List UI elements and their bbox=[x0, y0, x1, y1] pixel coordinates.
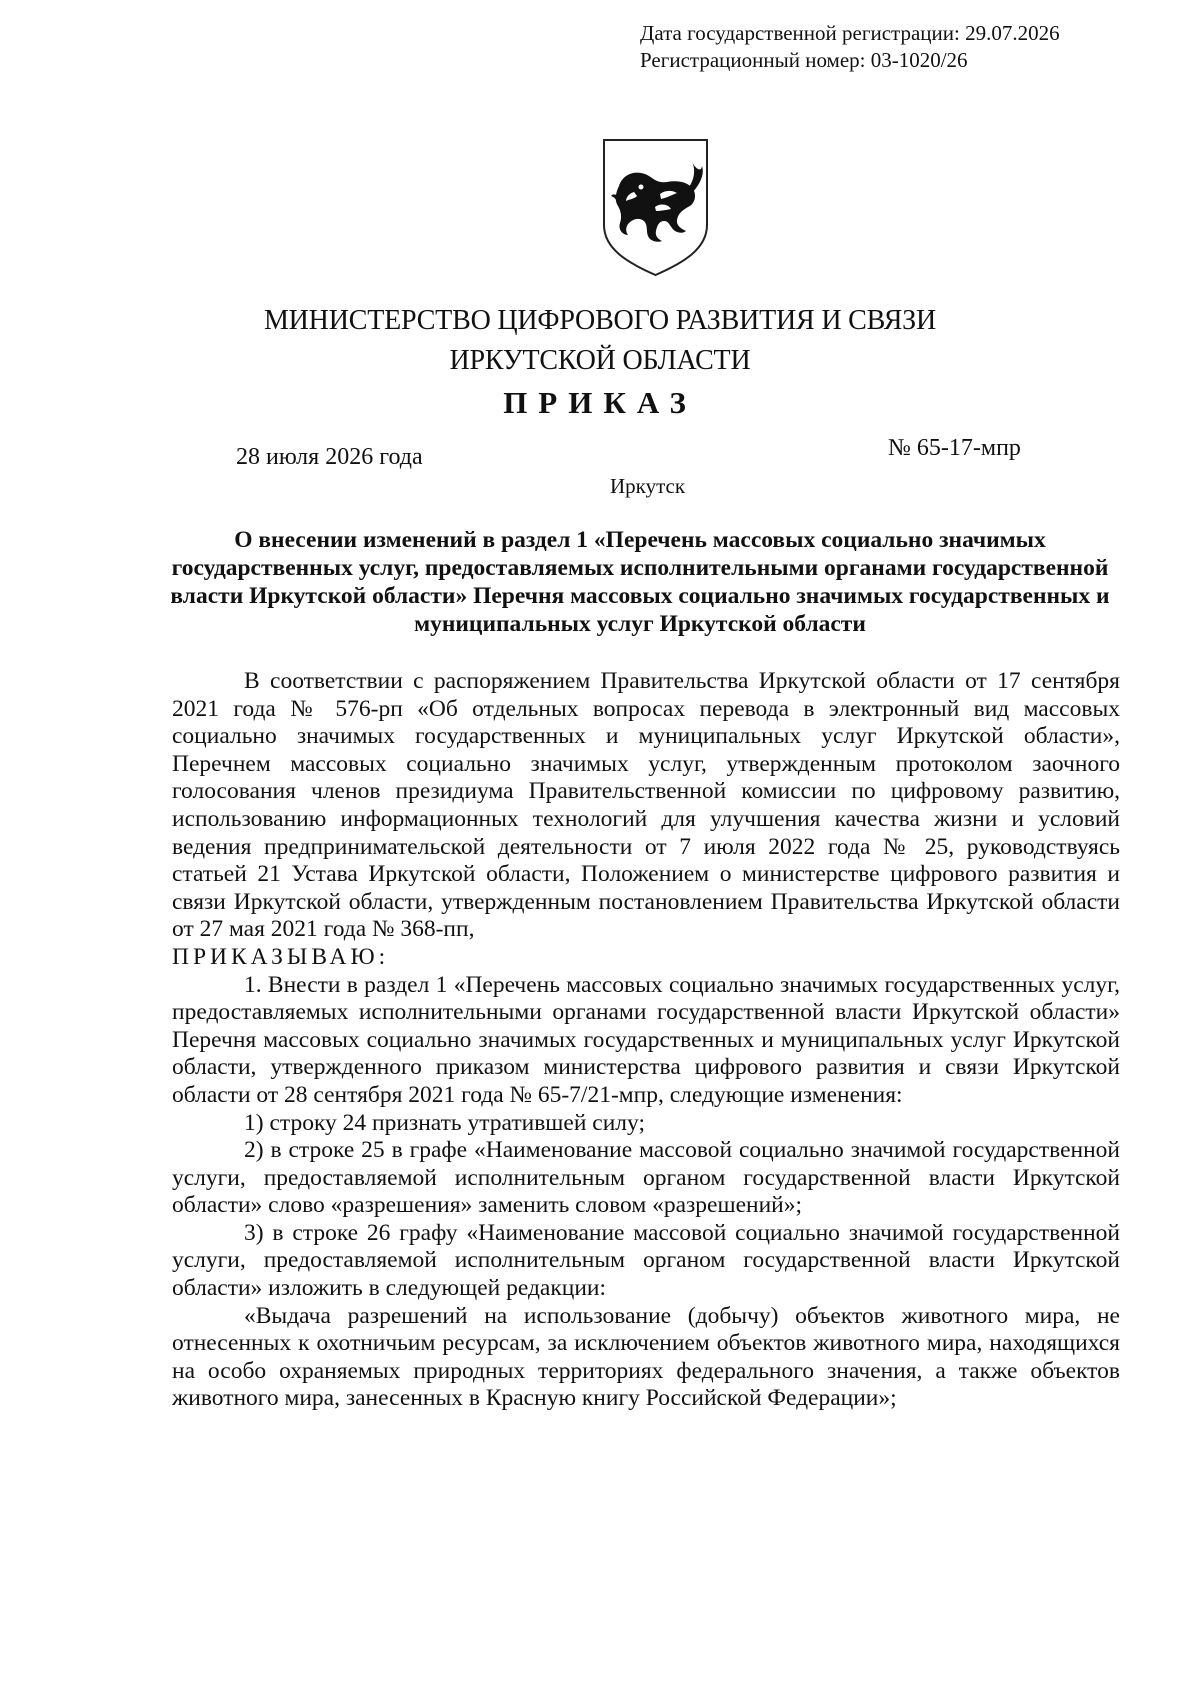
quoted-new-wording: «Выдача разрешений на использование (добычу) объектов животного мира, не отнесенных к охотничьим ресурсам, за исключением объектов животного мира, находящихся на особо охраняемых природных территориях федерального значения, а также объектов животного мира, занесенных в Красную книгу Российской Федерации»; bbox=[172, 1302, 1120, 1412]
item-1-intro: 1. Внести в раздел 1 «Перечень массовых социально значимых государственных услуг, предоставляемых исполнительными органами государственной власти Иркутской области» Перечня массовых социально значимых государственных и муниципальных услуг Иркутской области, утвержденного приказом министерства цифрового развития и связи Иркутской области от 28 сентября 2021 года № 65-7/21-мпр, следующие изменения: bbox=[172, 971, 1120, 1108]
irkutsk-coat-of-arms-icon bbox=[600, 137, 711, 277]
subitem-1: 1) строку 24 признать утратившей силу; bbox=[244, 1109, 645, 1136]
document-body bbox=[172, 668, 1120, 1413]
coat-of-arms-graphic bbox=[600, 137, 711, 277]
authority-line-2: ИРКУТСКОЙ ОБЛАСТИ bbox=[449, 345, 751, 376]
authority-name bbox=[0, 301, 1200, 381]
document-title: О внесении изменений в раздел 1 «Перечень массовых социально значимых государственных услуг, предоставляемых исполнительными органами государственной власти Иркутской области» Перечня массовых социально значимых государственных и муниципальных услуг Иркутской области bbox=[170, 527, 1110, 637]
subitem-3: 3) в строке 26 графу «Наименование массовой социально значимой государственной услуги, предоставляемой исполнительным органом государственной власти Иркутской области» изложить в следующей редакции: bbox=[172, 1219, 1120, 1302]
registration-number: Регистрационный номер: 03-1020/26 bbox=[640, 48, 968, 72]
document-number: № 65-17-мпр bbox=[888, 435, 1021, 461]
document-date: 28 июля 2026 года bbox=[236, 444, 423, 470]
ordering-word: ПРИКАЗЫВАЮ: bbox=[172, 943, 390, 970]
subitem-2: 2) в строке 25 в графе «Наименование массовой социально значимой государственной услуги, предоставляемой исполнительным органом государственной власти Иркутской области» слово «разрешения» заменить словом «разрешений»; bbox=[172, 1137, 1120, 1219]
registration-date: Дата государственной регистрации: 29.07.2026 bbox=[640, 21, 1060, 45]
document-kind: ПРИКАЗ bbox=[503, 385, 697, 420]
authority-line-1: МИНИСТЕРСТВО ЦИФРОВОГО РАЗВИТИЯ И СВЯЗИ bbox=[263, 305, 937, 336]
registration-info bbox=[640, 20, 1160, 74]
document-city: Иркутск bbox=[610, 474, 686, 498]
babr-figure bbox=[611, 162, 703, 242]
preamble-paragraph: В соответствии с распоряжением Правительства Иркутской области от 17 сентября 2021 года № 576-рп «Об отдельных вопросах перевода в электронный вид массовых социально значимых государственных и муниципальных услуг Иркутской области», Перечнем массовых социально значимых услуг, утвержденным протоколом заочного голосования членов президиума Правительственной комиссии по цифровому развитию, использованию информационных технологий для улучшения качества жизни и условий ведения предпринимательской деятельности от 7 июля 2022 года № 25, руководствуясь статьей 21 Устава Иркутской области, Положением о министерстве цифрового развития и связи Иркутской области, утвержденным постановлением Правительства Иркутской области от 27 мая 2021 года № 368-пп, bbox=[172, 668, 1120, 943]
